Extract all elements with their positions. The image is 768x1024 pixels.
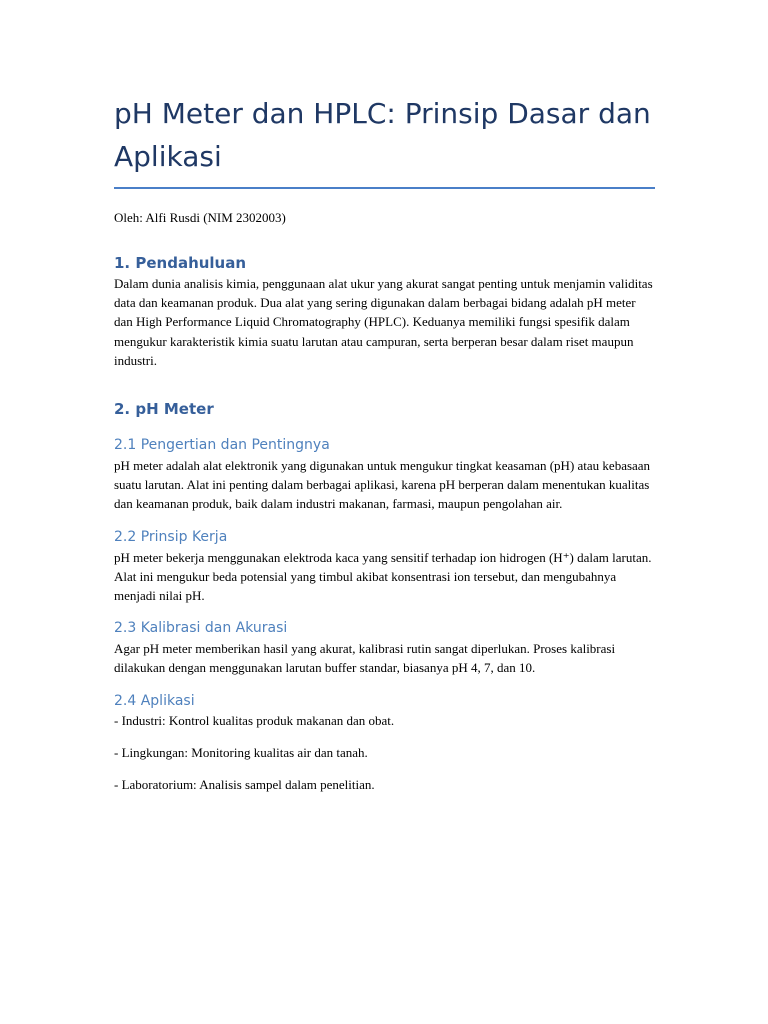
paragraph-prinsip-kerja: pH meter bekerja menggunakan elektroda kaca yang sensitif terhadap ion hidrogen (H⁺) dalam larutan. Alat ini mengukur beda potensial yang timbul akibat konsentrasi ion tersebut, dan mengubahnya menjadi nilai pH. — [114, 549, 652, 604]
paragraph-kalibrasi: Agar pH meter memberikan hasil yang akurat, kalibrasi rutin sangat diperlukan. Proses kalibrasi dilakukan dengan menggunakan larutan buffer standar, biasanya pH 4, 7, dan 10. — [114, 641, 616, 676]
section-heading-ph-meter: 2. pH Meter — [114, 400, 214, 419]
title-underline — [114, 187, 655, 189]
list-item: - Laboratorium: Analisis sampel dalam penelitian. — [114, 777, 375, 793]
list-item: - Industri: Kontrol kualitas produk makanan dan obat. — [114, 712, 395, 728]
subsection-heading-aplikasi: 2.4 Aplikasi — [114, 692, 195, 709]
paragraph-pendahuluan: Dalam dunia analisis kimia, penggunaan alat ukur yang akurat sangat penting untuk menjamin validitas data dan keamanan produk. Dua alat yang sering digunakan dalam berbagai bidang adalah pH meter dan High Performance Liquid Chromatography (HPLC). Keduanya memiliki fungsi spesifik dalam mengukur karakteristik kimia suatu larutan atau campuran, serta berperan besar dalam riset maupun industri. — [114, 276, 653, 368]
subsection-heading-prinsip-kerja: 2.2 Prinsip Kerja — [114, 528, 228, 545]
document-title: pH Meter dan HPLC: Prinsip Dasar dan Aplikasi — [114, 97, 651, 173]
subsection-heading-kalibrasi: 2.3 Kalibrasi dan Akurasi — [114, 620, 288, 637]
list-item: - Lingkungan: Monitoring kualitas air dan tanah. — [114, 744, 368, 760]
section-heading-pendahuluan: 1. Pendahuluan — [114, 254, 247, 272]
document-page — [114, 92, 655, 794]
author-line: Oleh: Alfi Rusdi (NIM 2302003) — [114, 210, 286, 225]
paragraph-pengertian: pH meter adalah alat elektronik yang digunakan untuk mengukur tingkat keasaman (pH) atau kebasaan suatu larutan. Alat ini penting dalam berbagai aplikasi, karena pH berperan dalam menentukan kualitas dan keamanan produk, baik dalam industri makanan, farmasi, maupun pengolahan air. — [114, 458, 651, 512]
subsection-heading-pengertian: 2.1 Pengertian dan Pentingnya — [114, 437, 330, 454]
